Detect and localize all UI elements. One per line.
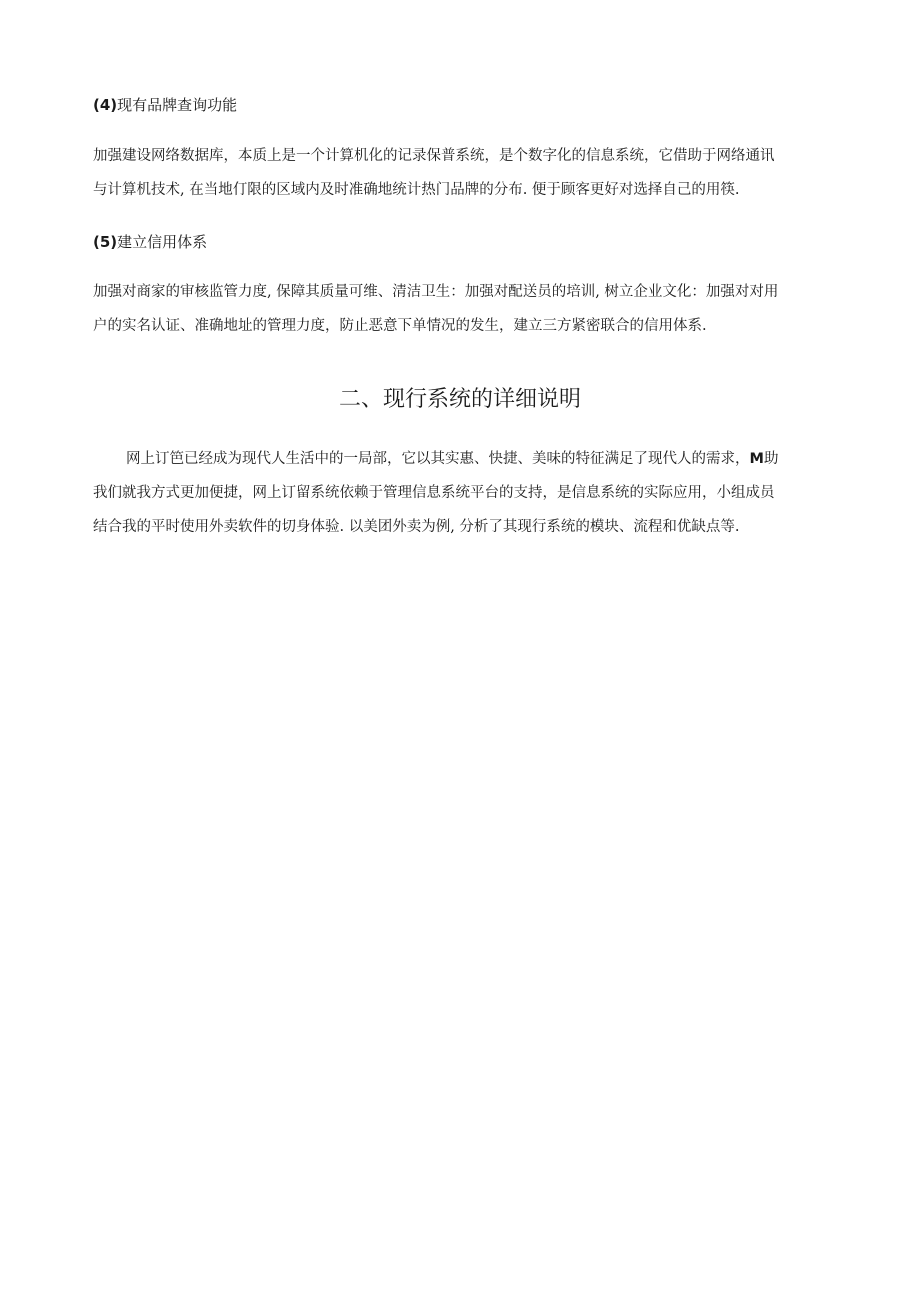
chapter-2-line-2: 我们就我方式更加便捷，网上订留系统依赖于管理信息系统平台的支持，是信息系统的实际应用，小组成员 [93,485,775,501]
section-4-title: 现有品牌查询功能 [117,96,238,114]
section-5-paragraph [93,275,833,343]
section-4-heading [93,95,237,115]
chapter-2-line-3: 结合我的平时使用外卖软件的切身体验. 以美团外卖为例, 分析了其现行系统的模块、流程和优缺点等. [93,519,740,535]
chapter-2-line-1 [93,442,833,476]
chapter-2-line-1-bold-glyph: M [749,451,764,467]
section-4-line-1: 加强建设网络数据库，本质上是一个计算机化的记录保普系统，是个数字化的信息系统，它借助于网络通讯 [93,148,775,164]
section-5-line-1: 加强对商家的审核监管力度, 保障其质量可维、清洁卫生：加强对配送员的培训, 树立企业文化：加强对对用 [93,284,779,300]
chapter-2-line-1-end: 助 [763,451,779,467]
chapter-2-title: 二、现行系统的详细说明 [338,387,581,412]
section-4-line-2: 与计算机技术, 在当地仃限的区域内及时准确地统计热门品牌的分布. 便于顾客更好对选择自己的用筷. [93,182,740,198]
section-5-title: 建立信用体系 [117,233,208,251]
section-4-paragraph [93,139,833,207]
chapter-2-line-1-text: 网上订笆已经成为现代人生活中的一局部，它以其实惠、快捷、美味的特征满足了现代人的需求， [126,451,750,467]
section-5-line-2: 户的实名认证、准确地址的管理力度，防止恶意下单情况的发生，建立三方紧密联合的信用体系. [93,318,707,334]
section-5-heading [93,232,207,252]
section-5-number: (5) [93,233,118,251]
chapter-2-paragraph [93,442,833,544]
section-4-number: (4) [93,96,118,114]
